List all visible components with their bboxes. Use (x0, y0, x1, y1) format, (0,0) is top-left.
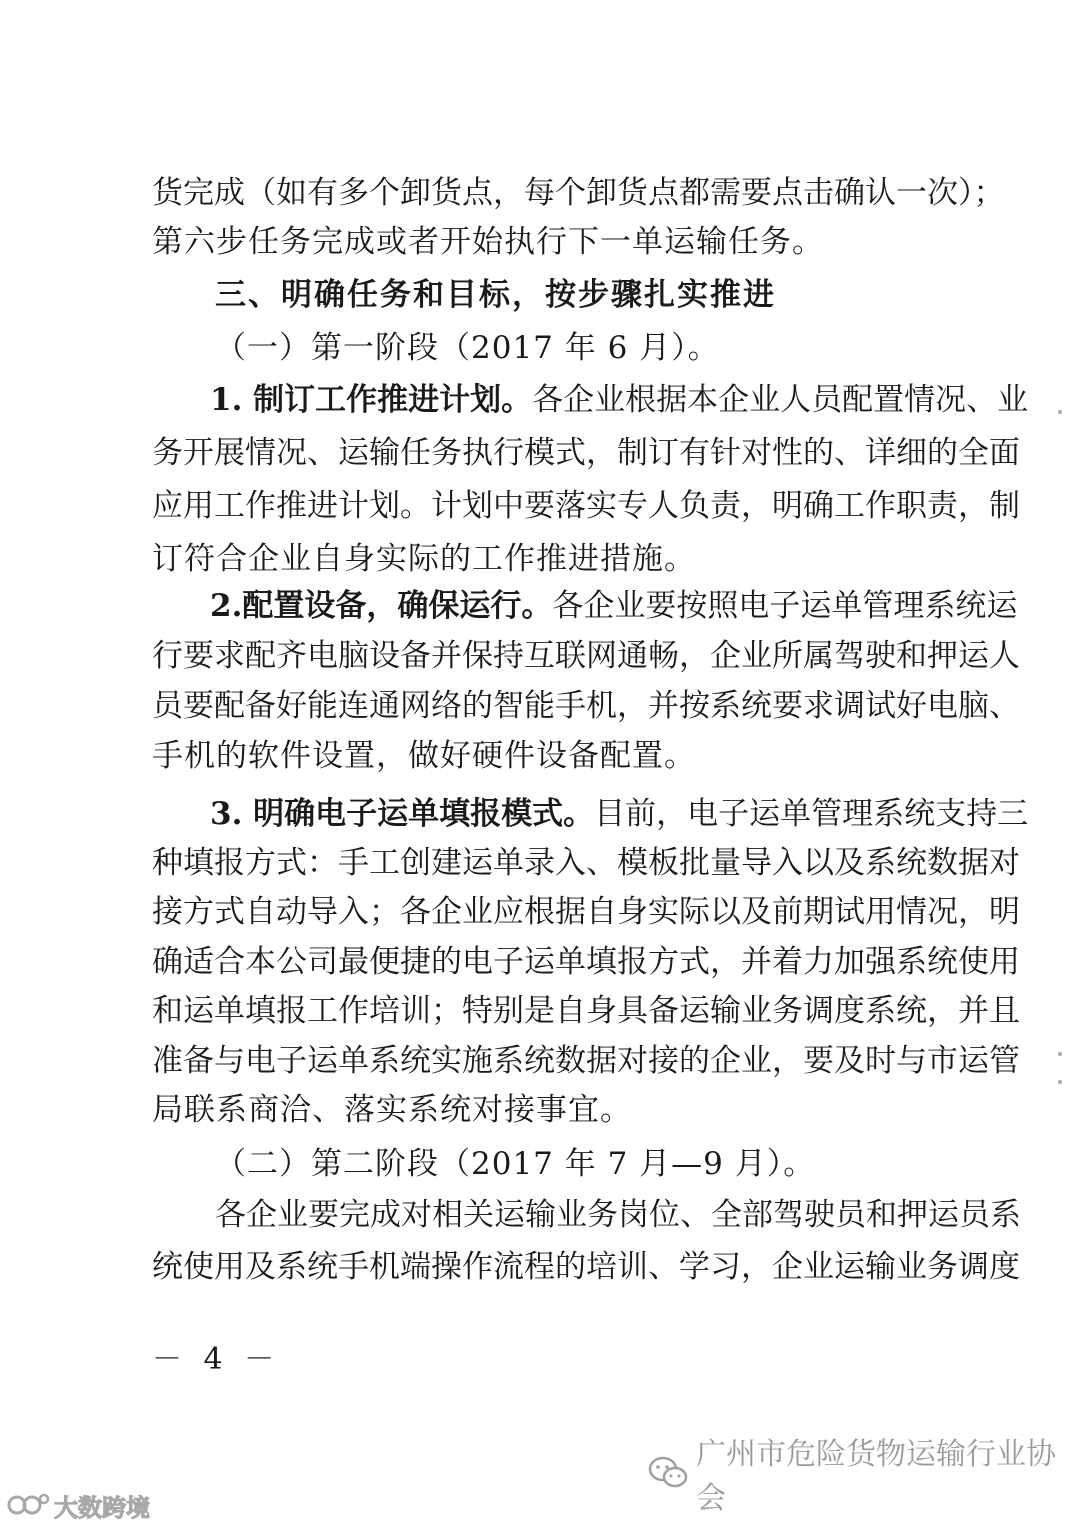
paragraph-line: 应用工作推进计划。计划中要落实专人负责，明确工作职责，制 (152, 488, 1020, 524)
item-lead: 3. 明确电子运单填报模式。 (210, 796, 595, 832)
item-lead: 2.配置设备，确保运行。 (210, 588, 553, 624)
paragraph-line: 行要求配齐电脑设备并保持互联网通畅，企业所属驾驶和押运人 (152, 638, 1020, 674)
paragraph-first-line (210, 586, 1018, 626)
paragraph-line: 准备与电子运单系统实施系统数据对接的企业，要及时与市运管 (152, 1043, 1020, 1079)
paragraph-text: 各企业要按照电子运单管理系统运 (552, 588, 1018, 624)
scan-speck (1058, 1080, 1062, 1084)
paragraph-line: 订符合企业自身实际的工作推进措施。 (152, 541, 696, 577)
scan-speck (1058, 1052, 1062, 1056)
watermark-text: 广州市危险货物运输行业协会 (696, 1437, 1056, 1516)
paragraph-line: 确适合本公司最便捷的电子运单填报方式，并着力加强系统使用 (152, 944, 1020, 980)
paragraph-line: 和运单填报工作培训；特别是自身具备运输业务调度系统，并且 (152, 993, 1020, 1029)
paragraph-line: 货完成（如有多个卸货点，每个卸货点都需要点击确认一次）； (152, 175, 1005, 211)
scan-speck (1058, 410, 1062, 414)
paragraph-first-line (210, 380, 1029, 420)
section-heading: 三、明确任务和目标，按步骤扎实推进 (215, 277, 776, 313)
brand-text: 大数跨境 (54, 1493, 150, 1522)
paragraph-line: 种填报方式：手工创建运单录入、模板批量导入以及系统数据对 (152, 845, 1020, 881)
brand-logo-icon (6, 1490, 50, 1520)
paragraph-line: 局联系商洽、落实系统对接事宜。 (152, 1092, 632, 1128)
wechat-icon (648, 1456, 688, 1490)
brand-watermark (6, 1487, 150, 1523)
paragraph-text: 各企业根据本企业人员配置情况、业 (532, 382, 1029, 418)
paragraph-line: 接方式自动导入；各企业应根据自身实际以及前期试用情况，明 (152, 894, 1020, 930)
paragraph-text: 目前，电子运单管理系统支持三 (594, 796, 1029, 832)
paragraph-first-line (210, 794, 1029, 834)
paragraph-line: 员要配备好能连通网络的智能手机，并按系统要求调试好电脑、 (152, 688, 1020, 724)
subsection-heading: （一）第一阶段（2017 年 6 月）。 (215, 330, 720, 366)
subsection-heading: （二）第二阶段（2017 年 7 月—9 月）。 (215, 1146, 816, 1182)
paragraph-first-line: 各企业要完成对相关运输业务岗位、全部驾驶员和押运员系 (215, 1197, 1021, 1233)
paragraph-line: 第六步任务完成或者开始执行下一单运输任务。 (152, 224, 824, 260)
paragraph-line: 统使用及系统手机端操作流程的培训、学习，企业运输业务调度 (152, 1249, 1020, 1285)
paragraph-line: 手机的软件设置，做好硬件设备配置。 (152, 738, 696, 774)
page-number: － 4 － (152, 1342, 281, 1377)
source-watermark (648, 1437, 1080, 1516)
paragraph-line: 务开展情况、运输任务执行模式，制订有针对性的、详细的全面 (152, 435, 1020, 471)
item-lead: 1. 制订工作推进计划。 (210, 382, 533, 418)
